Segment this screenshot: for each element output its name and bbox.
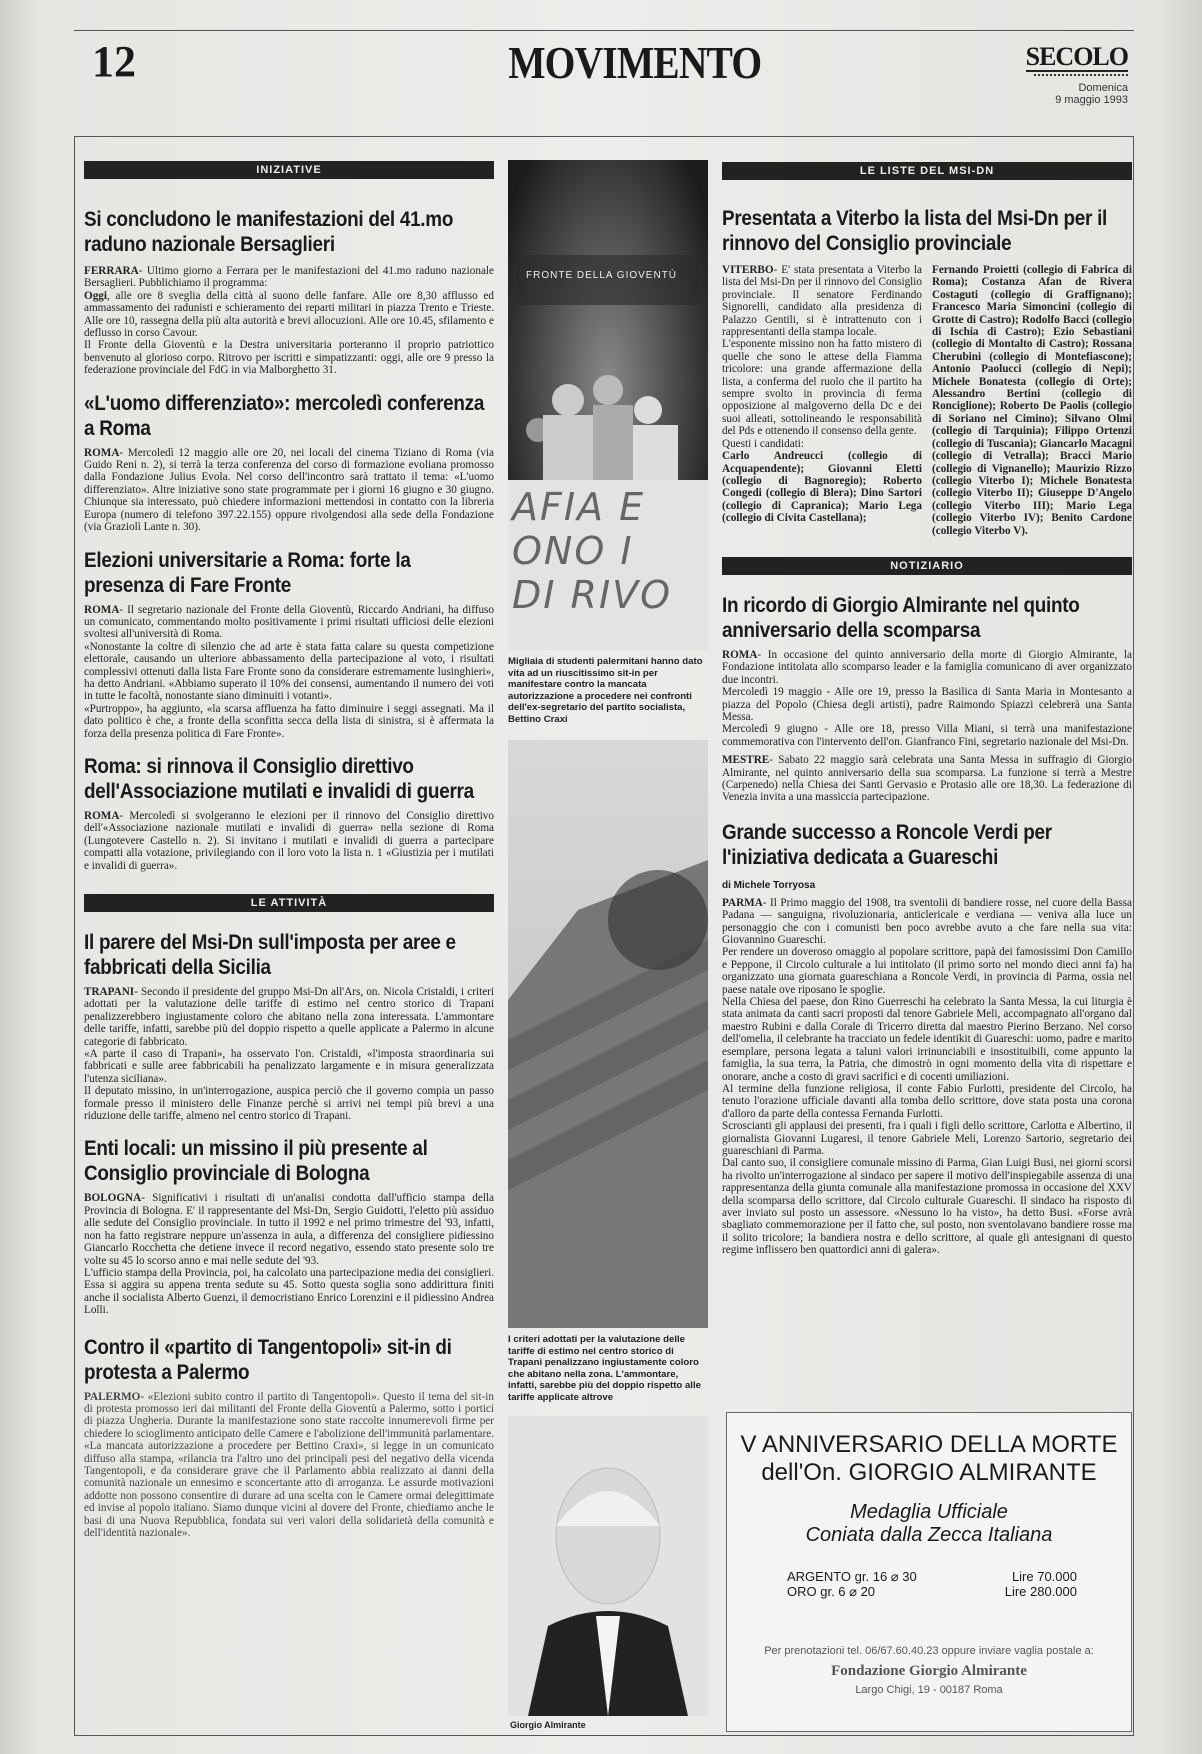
article-body: Mercoledì 9 giugno - Alle ore 18, presso Villa Miani, si terrà una manifestazione commemorativa con l'intervento dell'on. Gianfranco Fini, segretario nazionale del Msi-Dn. — [722, 723, 1132, 748]
article-title: Elezioni universitarie a Roma: forte la presenza di Fare Fronte — [84, 548, 411, 597]
article-body: ROMA- Mercoledì si svolgeranno le elezioni per il rinnovo del Consiglio direttivo dell'«Associazione nazionale mutilati e invalidi di guerra» nella sezione di Roma (Lungotevere Castello n. 2). Si invitano i mutilati e invalidi di guerra a partecipare compatti alla votazione, privilegiando con il loro voto la lista n. 1 «Giustizia per i mutilati e invalidi di guerra». — [84, 809, 494, 872]
masthead-rule — [1034, 74, 1128, 76]
article-body: «Nonostante la coltre di silenzio che ad arte è stata fatta calare su questa competizione elettorale, causando un ulteriore abbassamento della partecipazione al voto, i risultati complessivi ottenuti dalla lista Fare Fronte sono da considerare estremamente lusinghieri», ha detto Andriani. «Abbiamo superato il 10% dei consensi, aumentando il numero dei voti in tutte le facoltà, nonostante siano diminuiti i votanti». — [84, 640, 494, 703]
ad-price-row: ORO gr. 6 ⌀ 20 Lire 280.000 — [787, 1584, 1077, 1599]
photo-trapani-old-town — [508, 740, 708, 1328]
article-body: ROMA- In occasione del quinto anniversario della morte di Giorgio Almirante, la Fondazione intitolata allo scomparso leader e la famiglia comunicano di aver organizzato due incontri. — [722, 648, 1132, 686]
photo-palermo-sit-in — [508, 160, 708, 650]
article-title: Grande successo a Roncole Verdi per l'iniziativa dedicata a Guareschi — [722, 820, 1052, 869]
section-tag-notiziario: NOTIZIARIO — [722, 557, 1132, 575]
photo-caption-almirante: Giorgio Almirante — [510, 1720, 586, 1730]
photo-banner-text: FRONTE DELLA GIOVENTÙ — [526, 270, 678, 281]
ad-prices — [787, 1569, 1077, 1599]
section-tag-liste: LE LISTE DEL MSI-DN — [722, 162, 1132, 180]
article-body: PARMA- Il Primo maggio del 1908, tra sventolii di bandiere rosse, nel cuore della Bassa Padana — sanguigna, rivoluzionaria, anticlericale e verdiana — veniva alla luce un personaggio che con i comunisti ben poco avrebbe avuto a che fare nella sua vita: Giovannino Guareschi. — [722, 896, 1132, 947]
top-rule — [74, 30, 1134, 31]
article-body: Mercoledì 19 maggio - Alle ore 19, presso la Basilica di Santa Maria in Montesanto a piazza del Popolo (Chiesa degli artisti), padre Raimondo Spiazzi celebrerà una Santa Messa. — [722, 686, 1132, 723]
section-title: MOVIMENTO — [508, 37, 762, 88]
issue-day: Domenica — [1078, 82, 1128, 94]
candidate-list: Fernando Proietti (collegio di Fabrica di Roma); Costanza Afan de Rivera Costaguti (collegio di Graffignano); Francesco Maria Simoncini (collegio di Grotte di Castro); Rodolfo Bacci (collegio di Ischia di Castro); Ezio Sebastiani (collegio di Montalto di Castro); Rossana Cherubini (collegio di Montefiascone); Antonio Paolucci (collegio di Nepi); Michele Bonatesta (collegio di Orte); Alessandro Bertini (collegio di Ronciglione); Roberto De Paolis (collegio di Soriano nel Cimino); Silvano Olmi (collegio di Tarquinia); Filippo Ortenzi (collegio di Tuscania); Giancarlo Macagni (collegio di Vetralla); Bracci Mario (collegio di Vignanello); Maurizio Rizzo (collegio Viterbo I); Michele Bonatesta (collegio Viterbo II); Giuseppe D'Angelo (collegio Viterbo III); Mario Lega (collegio Viterbo IV); Benito Cardone (collegio Viterbo V). — [932, 264, 1132, 537]
article-body: PALERMO- «Elezioni subito contro il partito di Tangentopoli». Questo il tema del sit-in di protesta promosso ieri dai militanti del Fronte della Gioventù a Palermo, sotto i portici di piazza Ungheria. Durante la manifestazione sono state raccolte innumerevoli firme per chiedere lo scioglimento anticipato delle Camere e l'abolizione dell'immunità parlamentare. «La mancata autorizzazione a procedere per Bettino Craxi», si legge in un comunicato diffuso alla stampa, «rilancia tra l'altro uno dei principali pesi del negativo della vicenda Tangentopoli, e da considerare grave che il Parlamento abbia realizzato ai danni della comunità nazionale un ennesimo e sconcertante atto di arroganza. Le assurde motivazioni addotte non possono consentire di durare ad una scelta con le Camere ormai delegittimate ed invise al popolo italiano. Siamo dunque vicini al dovere del Fronte, chiediamo anche le basi di una Nuova Repubblica, fondata sui veri valori della solidarietà della comunità e dell'identità nazionale». — [84, 1390, 494, 1539]
article-body: L'ufficio stampa della Provincia, poi, ha calcolato una partecipazione media dei consiglieri. Essa si aggira su appena trenta sedute su 45. Sotto questa soglia sono addirittura finiti anche il socialista Alberto Guenzi, il democristiano Enrico Lorenzini e il pidiessino Andrea Lolli. — [84, 1266, 494, 1317]
ad-price-row: ARGENTO gr. 16 ⌀ 30 Lire 70.000 — [787, 1569, 1077, 1584]
text-col-1 — [722, 264, 922, 537]
article-title: «L'uomo differenziato»: mercoledì conferenza a Roma — [84, 391, 485, 440]
article-body: «Purtroppo», ha aggiunto, «la scarsa affluenza ha fatto diminuire i seggi assegnati. Ma il dato politico è che, a fronte della sconfitta secca della lista di sinistra, si è affermata la forza della presenza politica di Fare Fronte». — [84, 702, 494, 740]
article-title: Presentata a Viterbo la lista del Msi-Dn per il rinnovo del Consiglio provinciale — [722, 207, 1108, 255]
article-title: Il parere del Msi-Dn sull'imposta per aree e fabbricati della Sicilia — [84, 931, 456, 979]
article-body: ROMA- Mercoledì 12 maggio alle ore 20, nei locali del cinema Tiziano di Roma (via Guido Reni n. 2), si terrà la terza conferenza del corso di formazione evoliana promosso dalla Fondazione Julius Evola. Nel corso dell'incontro sarà trattato il tema: «L'uomo differenziato». Altre iniziative sono state programmate per i giorni 16 giugno e 30 giugno. Chiunque sia interessato, può chiedere informazioni mettendosi in contatto con la libreria Europa (numero di telefono 397.22.155) oppure rivolgendosi alla sede della Fondazione (via Graziolì Lante n. 30). — [84, 446, 494, 534]
right-column — [722, 162, 1132, 1257]
section-tag-iniziative: INIZIATIVE — [84, 161, 494, 179]
masthead-logo: SECOLO — [1025, 42, 1128, 71]
article-ricordo-almirante — [722, 593, 1132, 804]
ad-indirizzo: Largo Chigi, 19 - 00187 Roma — [855, 1684, 1003, 1696]
article-body: Il Fronte della Gioventù e la Destra universitaria porteranno il proprio patriottico benvenuto al glorioso corpo. Ritrovo per iscritti e simpatizzanti: oggi, alle ore 9 presso la federazione provinciale del FdG in via Malborghetto 31. — [84, 339, 494, 377]
article-body: BOLOGNA- Significativi i risultati di un'analisi condotta dall'ufficio stampa della Provincia di Bologna. E' il rappresentante del Msi-Dn, Sergio Guidotti, l'eletto più assiduo alle sedute del Consiglio provinciale. In tutto il 1992 e nel primo trimestre del '93, infatti, non ha fatto registrare neppure un'assenza in aula, a differenza del consigliere pidiessino Giancarlo Rocchetta che detiene invece il record negativo, essendo stato presente solo tre volte su 45 lo scorso anno e mai nelle sedute del '93. — [84, 1192, 494, 1267]
article-title: Contro il «partito di Tangentopoli» sit-in di protesta a Palermo — [84, 1335, 452, 1384]
article-body: FERRARA- Ultimo giorno a Ferrara per le manifestazioni del 41.mo raduno nazionale Bersaglieri. Pubblichiamo il programma: — [84, 265, 494, 290]
article-elezioni-universitarie — [84, 548, 494, 740]
article-enti-locali-bologna — [84, 1136, 494, 1316]
article-body: VITERBO- E' stata presentata a Viterbo la lista del Msi-Dn per il rinnovo del Consiglio provinciale. Il senatore Ferdinando Signorelli, candidato alla presidenza di Palazzo Gentili, si è intrattenuto con i rappresentanti della stampa locale. — [722, 264, 922, 339]
portrait-image — [508, 1416, 708, 1716]
photo-caption-trapani: I criteri adottati per la valutazione delle tariffe di estimo nel centro storico di Trapani penalizzano ingiustamente coloro che abitano nella zona. L'ammontare, infatti, sarebbe più del doppio rispetto alle tariffe applicate altrove — [508, 1334, 701, 1403]
issue-date — [1008, 82, 1128, 106]
article-sit-in-palermo — [84, 1335, 494, 1540]
ad-zecca: Coniata dalla Zecca Italiana — [805, 1524, 1053, 1546]
article-imposta-sicilia — [84, 930, 494, 1122]
ad-title-line2: dell'On. GIORGIO ALMIRANTE — [761, 1459, 1097, 1486]
article-uomo-differenziato — [84, 391, 494, 534]
article-mutilati-invalidi — [84, 754, 494, 872]
ad-fondazione: Fondazione Giorgio Almirante — [831, 1663, 1027, 1679]
article-lista-viterbo — [722, 206, 1132, 537]
issue-date-text: 9 maggio 1993 — [1055, 94, 1128, 106]
ad-prenotazioni: Per prenotazioni tel. 06/67.60.40.23 oppure inviare vaglia postale a: — [764, 1645, 1094, 1657]
article-body: «A parte il caso di Trapani», ha osservato l'on. Cristaldi, «l'imposta straordinaria sui fabbricati e sulle aree fabbricabili ha penalizzato largamente e in misura generalizzata l'utenza siciliana». — [84, 1048, 494, 1085]
photo-trapani-image — [508, 740, 708, 1328]
article-body: Oggi, alle ore 8 sveglia della città al suono delle fanfare. Alle ore 8,30 afflusso ed ammassamento dei radunisti e schieramento dei reparti militari in piazza Trento e Trieste. Alle ore 10, rassegna della più alta autorità e brevi allocuzioni. Alle ore 10.45, sfilamento e deflusso in corso Cavour. — [84, 289, 494, 340]
article-byline: di Michele Torryosa — [722, 879, 816, 891]
article-body: Per rendere un doveroso omaggio al popolare scrittore, papà dei famosissimi Don Camillo e Peppone, il Circolo culturale a lui intitolato (il primo sorto nel mondo dieci anni fa) ha organizzato una giornata guareschiana a Roncole Verdi, in provincia di Parma, ossia nel paese natale ove riposano le spoglie. — [722, 946, 1132, 996]
article-body: ROMA- Il segretario nazionale del Fronte della Gioventù, Riccardo Andriani, ha diffuso un comunicato, commentando molto positivamente i primi risultati ufficiosi delle elezioni svoltesi all'università di Roma. — [84, 603, 494, 641]
advertisement-medaglia — [726, 1412, 1132, 1732]
article-body: Questi i candidati: — [722, 437, 805, 450]
photo-sign-text: AFIA E ONO I DI RIVO — [512, 485, 673, 617]
page-number: 12 — [92, 37, 136, 86]
article-body: Il deputato missino, in un'interrogazione, auspica perciò che il governo compia un passo formale presso il ministero delle Finanze perchè si arrivi nei tempi più brevi a una riduzione delle tariffe, almeno nel centro storico di Trapani. — [84, 1085, 494, 1123]
article-body: L'esponente missino non ha fatto mistero di quelle che sono le attese della Fiamma tricolore: una grande affermazione della lista, a conferma del ruolo che il partito ha sempre svolto in provincia di ferma opposizione al malgoverno della Dc e dei suoi alleati, sottolineando le responsabilità del Pds e ottenendo il consenso della gente. — [722, 338, 922, 438]
article-body: Dal canto suo, il consigliere comunale missino di Parma, Gian Luigi Busi, nei giorni scorsi ha rivolto un'interrogazione al sindaco per sapere il motivo dell'inspiegabile assenza di una rappresentanza della giunta comunale alla manifestazione promossa in occasione del XXV della scomparsa dello scrittore, dal Circolo culturale Guareschi. Il sindaco ha risposto di aver inviato sul posto un assessore. «Nessuno lo ha visto», ha detto Busi. «Forse avrà sbagliato commemorazione per il fatto che, sul posto, non sventolavano bandiere rosse ma il solito tricolore; la bandiera nostra e dello scrittore, al quale gli antesignani di questo regime inflissero ben quattordici anni di galera». — [722, 1157, 1132, 1257]
article-title: Si concludono le manifestazioni del 41.mo raduno nazionale Bersaglieri — [84, 208, 454, 256]
ad-title-line1: V ANNIVERSARIO DELLA MORTE — [740, 1431, 1118, 1458]
article-title: Roma: si rinnova il Consiglio direttivo dell'Associazione mutilati e invalidi di guerra — [84, 754, 474, 803]
photo-giorgio-almirante — [508, 1416, 708, 1716]
photo-caption-palermo: Migliaia di studenti palermitani hanno dato vita ad un riuscitissimo sit-in per manifestare contro la mancata autorizzazione a procedere nei confronti dell'ex-segretario del partito socialista, Bettino Craxi — [508, 656, 703, 725]
article-body: MESTRE- Sabato 22 maggio sarà celebrata una Santa Messa in suffragio di Giorgio Almirante, nel quinto anniversario della sua scomparsa. La funzione si terrà a Mestre (Carpenedo) nella Chiesa dei Santi Gervasio e Protasio alle ore 18,30. La federazione di Venezia invita a una massiccia partecipazione. — [722, 754, 1132, 804]
two-column-text — [722, 264, 1132, 537]
left-column — [84, 161, 494, 1539]
ad-medaglia: Medaglia Ufficiale — [850, 1501, 1008, 1523]
article-body: TRAPANI- Secondo il presidente del gruppo Msi-Dn all'Ars, on. Nicola Cristaldi, i criteri adottati per la valutazione delle tariffe di estimo nel centro storico di Trapani penalizzerebbero ingiustamente coloro che abitano nella zona interessata. L'ammontare delle tariffe, infatti, sarebbe più del doppio rispetto a quelle applicate a Palermo in alcune categorie di fabbricato. — [84, 986, 494, 1048]
article-body: Nella Chiesa del paese, don Rino Guerreschi ha celebrato la Santa Messa, la cui liturgia è stata animata da canti sacri proposti dal tenore Gabriele Meli, accompagnato all'organo dal maestro Rubini e dalla Corale di Tricerro diretta dal maestro Pierino Berzano. Nel corso dell'omelia, il celebrante ha tracciato un fedele identikit di Guareschi: uomo, padre e marito esemplare, persona legata a taluni valori irrinunciabili e insostituibili, come appunto la famiglia, la sua terra, la Patria, che dimostrò in ogni momento della vita di rispettare e onorare, anche a costo di gravi sacrifici e di cocenti umiliazioni. — [722, 996, 1132, 1083]
section-tag-attivita: LE ATTIVITÀ — [84, 894, 494, 912]
article-title: In ricordo di Giorgio Almirante nel quinto anniversario della scomparsa — [722, 593, 1080, 642]
text-col-2 — [932, 264, 1132, 537]
article-body: Al termine della funzione religiosa, il conte Fabio Furlotti, presidente del Circolo, ha tenuto l'orazione ufficiale davanti alla tomba dello scrittore, dove stata posta una corona d'alloro da parte della contessa Fernanda Furlotti. — [722, 1082, 1132, 1120]
article-title: Enti locali: un missino il più presente al Consiglio provinciale di Bologna — [84, 1137, 428, 1186]
article-body: Scroscianti gli applausi dei presenti, fra i quali i figli dello scrittore, Carlotta e Albertino, il giornalista Giovanni Lugaresi, il tenore Gabriele Meli, Lorenzo Sartorio, segretario dei guareschiani di Parma. — [722, 1120, 1132, 1157]
candidate-list: Carlo Andreucci (collegio di Acquapendente); Giovanni Eletti (collegio di Bagnoregio); Roberto Congedi (collegio di Blera); Dino Sartori (collegio di Capranica); Mario Lega (collegio di Civita Castellana); — [722, 450, 922, 525]
article-guareschi — [722, 820, 1132, 1257]
article-bersaglieri — [84, 207, 494, 377]
